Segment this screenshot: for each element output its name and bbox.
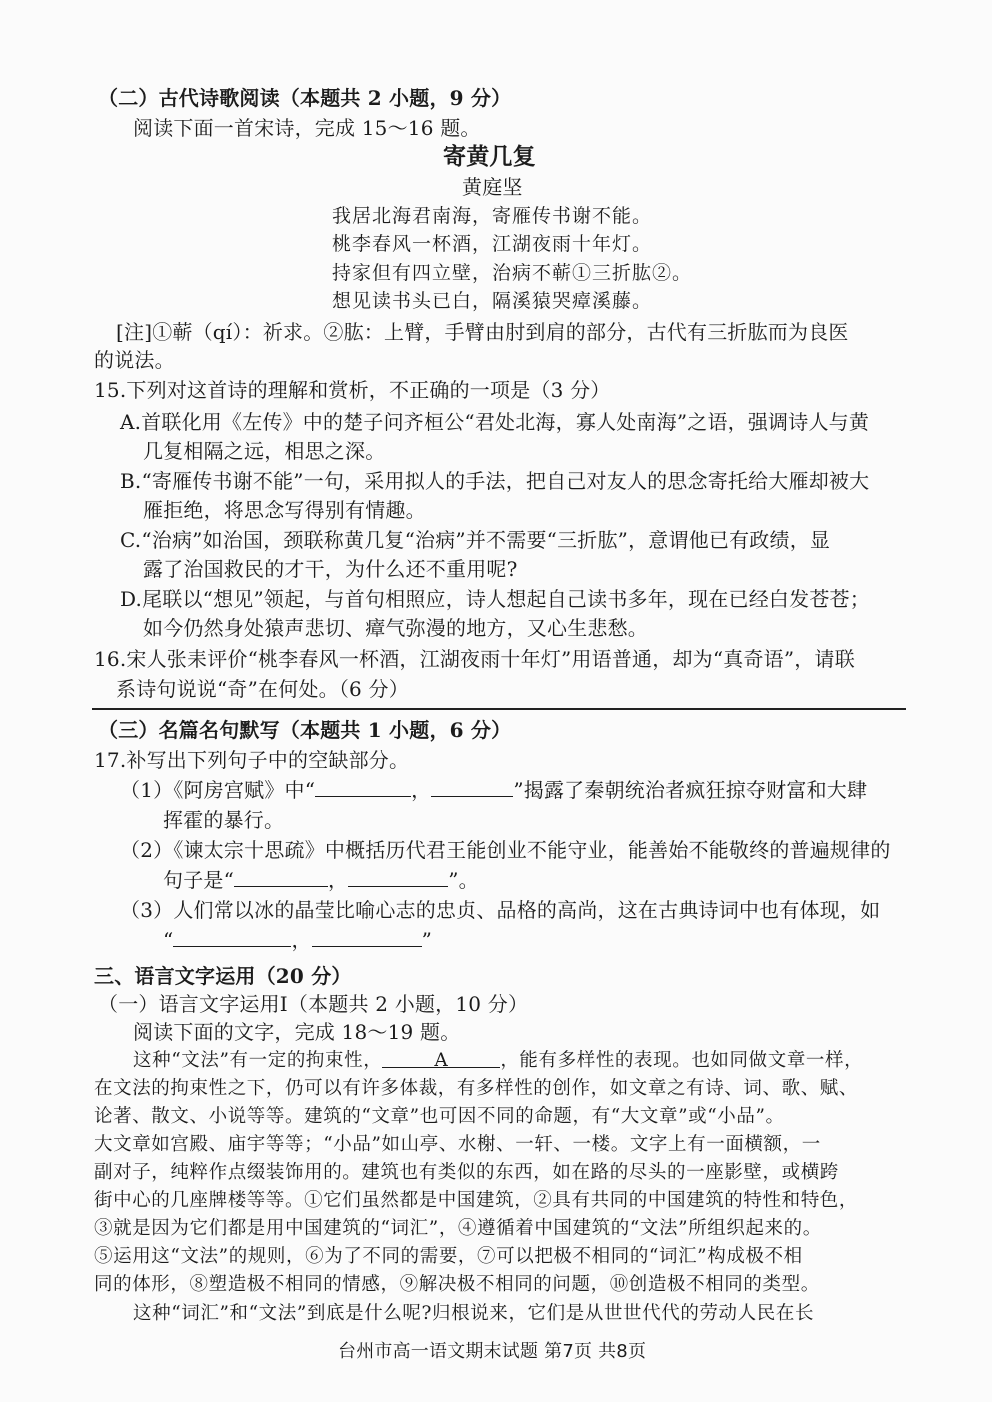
- question-17-item-1-cont: 挥霍的暴行。: [163, 808, 285, 832]
- fill-blank[interactable]: [431, 776, 513, 797]
- question-17-item-3: （3）人们常以冰的晶莹比喻心志的忠贞、品格的高尚，这在古典诗词中也有体现，如: [120, 898, 881, 922]
- question-15-option-b-cont: 雁拒绝，将思念写得别有情趣。: [143, 498, 426, 522]
- section-heading-recitation: （三）名篇名句默写（本题共 1 小题，6 分）: [98, 718, 512, 742]
- item-text: （1）《阿房宫赋》中“: [120, 778, 316, 802]
- passage-blank-a[interactable]: A: [382, 1047, 500, 1068]
- item-text: “: [163, 928, 174, 952]
- poem-line: 持家但有四立壁，治病不蕲①三折肱②。: [332, 262, 693, 284]
- question-15-option-a: A.首联化用《左传》中的楚子问齐桓公“君处北海，寡人处南海”之语，强调诗人与黄: [120, 410, 870, 434]
- fill-blank[interactable]: [234, 866, 328, 887]
- question-17-item-2: （2）《谏太宗十思疏》中概括历代君王能创业不能守业，能善始不能敬终的普遍规律的: [120, 838, 891, 862]
- passage-line: 在文法的拘束性之下，仍可以有许多体裁，有多样性的创作，如文章之有诗、词、歌、赋、: [94, 1078, 859, 1099]
- question-17-stem: 17.补写出下列句子中的空缺部分。: [94, 748, 410, 772]
- passage-line: ③就是因为它们都是用中国建筑的“词汇”，④遵循着中国建筑的“文法”所组织起来的。: [94, 1218, 822, 1239]
- question-16-stem: 16.宋人张耒评价“桃李春风一杯酒，江湖夜雨十年灯”用语普通，却为“真奇语”，请联: [94, 647, 855, 671]
- page-footer: 台州市高一语文期末试题 第7页 共8页: [338, 1341, 647, 1362]
- item-text: ，: [328, 868, 349, 892]
- passage-intro: 阅读下面的文字，完成 18～19 题。: [133, 1020, 461, 1044]
- passage-line: 同的体形，⑧塑造极不相同的情感，⑨解决极不相同的问题，⑩创造极不相同的类型。: [94, 1274, 820, 1295]
- subsection-heading-language-use: （一）语言文字运用Ⅰ（本题共 2 小题，10 分）: [98, 992, 529, 1016]
- passage-text: ，能有多样性的表现。也如同做文章一样，: [500, 1050, 864, 1071]
- fill-blank[interactable]: [312, 926, 422, 947]
- poem-line: 桃李春风一杯酒，江湖夜雨十年灯。: [332, 233, 653, 255]
- item-text: ”: [421, 928, 433, 952]
- item-text: 句子是“: [163, 868, 235, 892]
- question-15-stem: 15.下列对这首诗的理解和赏析，不正确的一项是（3 分）: [94, 378, 611, 402]
- poem-line: 我居北海君南海，寄雁传书谢不能。: [332, 205, 653, 227]
- question-15-option-b: B.“寄雁传书谢不能”一句，采用拟人的手法，把自己对友人的思念寄托给大雁却被大: [120, 469, 870, 493]
- item-text: ”揭露了秦朝统治者疯狂掠夺财富和大肆: [513, 778, 868, 802]
- passage-line: 副对子，纯粹作点缀装饰用的。建筑也有类似的东西，如在路的尽头的一座影壁，或横跨: [94, 1162, 839, 1183]
- section-heading-poetry: （二）古代诗歌阅读（本题共 2 小题，9 分）: [98, 86, 512, 110]
- passage-text: 这种“文法”有一定的拘束性，: [133, 1050, 383, 1071]
- passage-line: 这种“词汇”和“文法”到底是什么呢?归根说来，它们是从世世代代的劳动人民在长: [133, 1303, 815, 1324]
- item-text: ，: [411, 778, 432, 802]
- passage-line: 街中心的几座牌楼等等。①它们虽然都是中国建筑，②具有共同的中国建筑的特性和特色，: [94, 1190, 859, 1211]
- item-text: ，: [291, 928, 312, 952]
- item-text: ”。: [448, 868, 479, 892]
- question-17-item-2-cont: [163, 866, 479, 894]
- poem-author: 黄庭坚: [462, 175, 523, 199]
- question-15-option-a-cont: 几复相隔之远，相思之深。: [143, 439, 386, 463]
- poem-line: 想见读书头已白，隔溪猿哭瘴溪藤。: [332, 290, 653, 312]
- question-15-option-d-cont: 如今仍然身处猿声悲切、瘴气弥漫的地方，又心生悲愁。: [143, 616, 648, 640]
- question-15-option-c: C.“治病”如治国，颈联称黄几复“治病”并不需要“三折肱”，意谓他已有政绩，显: [120, 528, 831, 552]
- fill-blank[interactable]: [315, 776, 411, 797]
- question-15-option-d: D.尾联以“想见”领起，与首句相照应，诗人想起自己读书多年，现在已经白发苍苍；: [120, 587, 870, 611]
- passage-line: 论著、散文、小说等等。建筑的“文章”也可因不同的命题，有“大文章”或“小品”。: [94, 1106, 785, 1127]
- annotation-line: [注]①蕲（qí）：祈求。②肱：上臂，手臂由肘到肩的部分，古代有三折肱而为良医: [116, 320, 849, 344]
- question-17-item-1: [120, 776, 867, 804]
- answer-line: [92, 708, 906, 710]
- fill-blank[interactable]: [348, 866, 448, 887]
- fill-blank[interactable]: [173, 926, 291, 947]
- poem-title: 寄黄几复: [443, 143, 536, 170]
- annotation-line: 的说法。: [94, 348, 175, 372]
- passage-line: [133, 1047, 863, 1075]
- question-17-item-3-cont: [163, 926, 432, 954]
- passage-line: ⑤运用这“文法”的规则，⑥为了不同的需要，⑦可以把极不相同的“词汇”构成极不相: [94, 1246, 803, 1267]
- question-15-option-c-cont: 露了治国救民的才干，为什么还不重用呢?: [143, 557, 518, 581]
- part-heading-language-use: 三、语言文字运用（20 分）: [94, 964, 352, 988]
- question-16-stem-cont: 系诗句说说“奇”在何处。（6 分）: [116, 677, 409, 701]
- section-intro-poetry: 阅读下面一首宋诗，完成 15～16 题。: [133, 116, 481, 140]
- passage-line: 大文章如宫殿、庙宇等等；“小品”如山亭、水榭、一轩、一楼。文字上有一面横额，一: [94, 1134, 821, 1155]
